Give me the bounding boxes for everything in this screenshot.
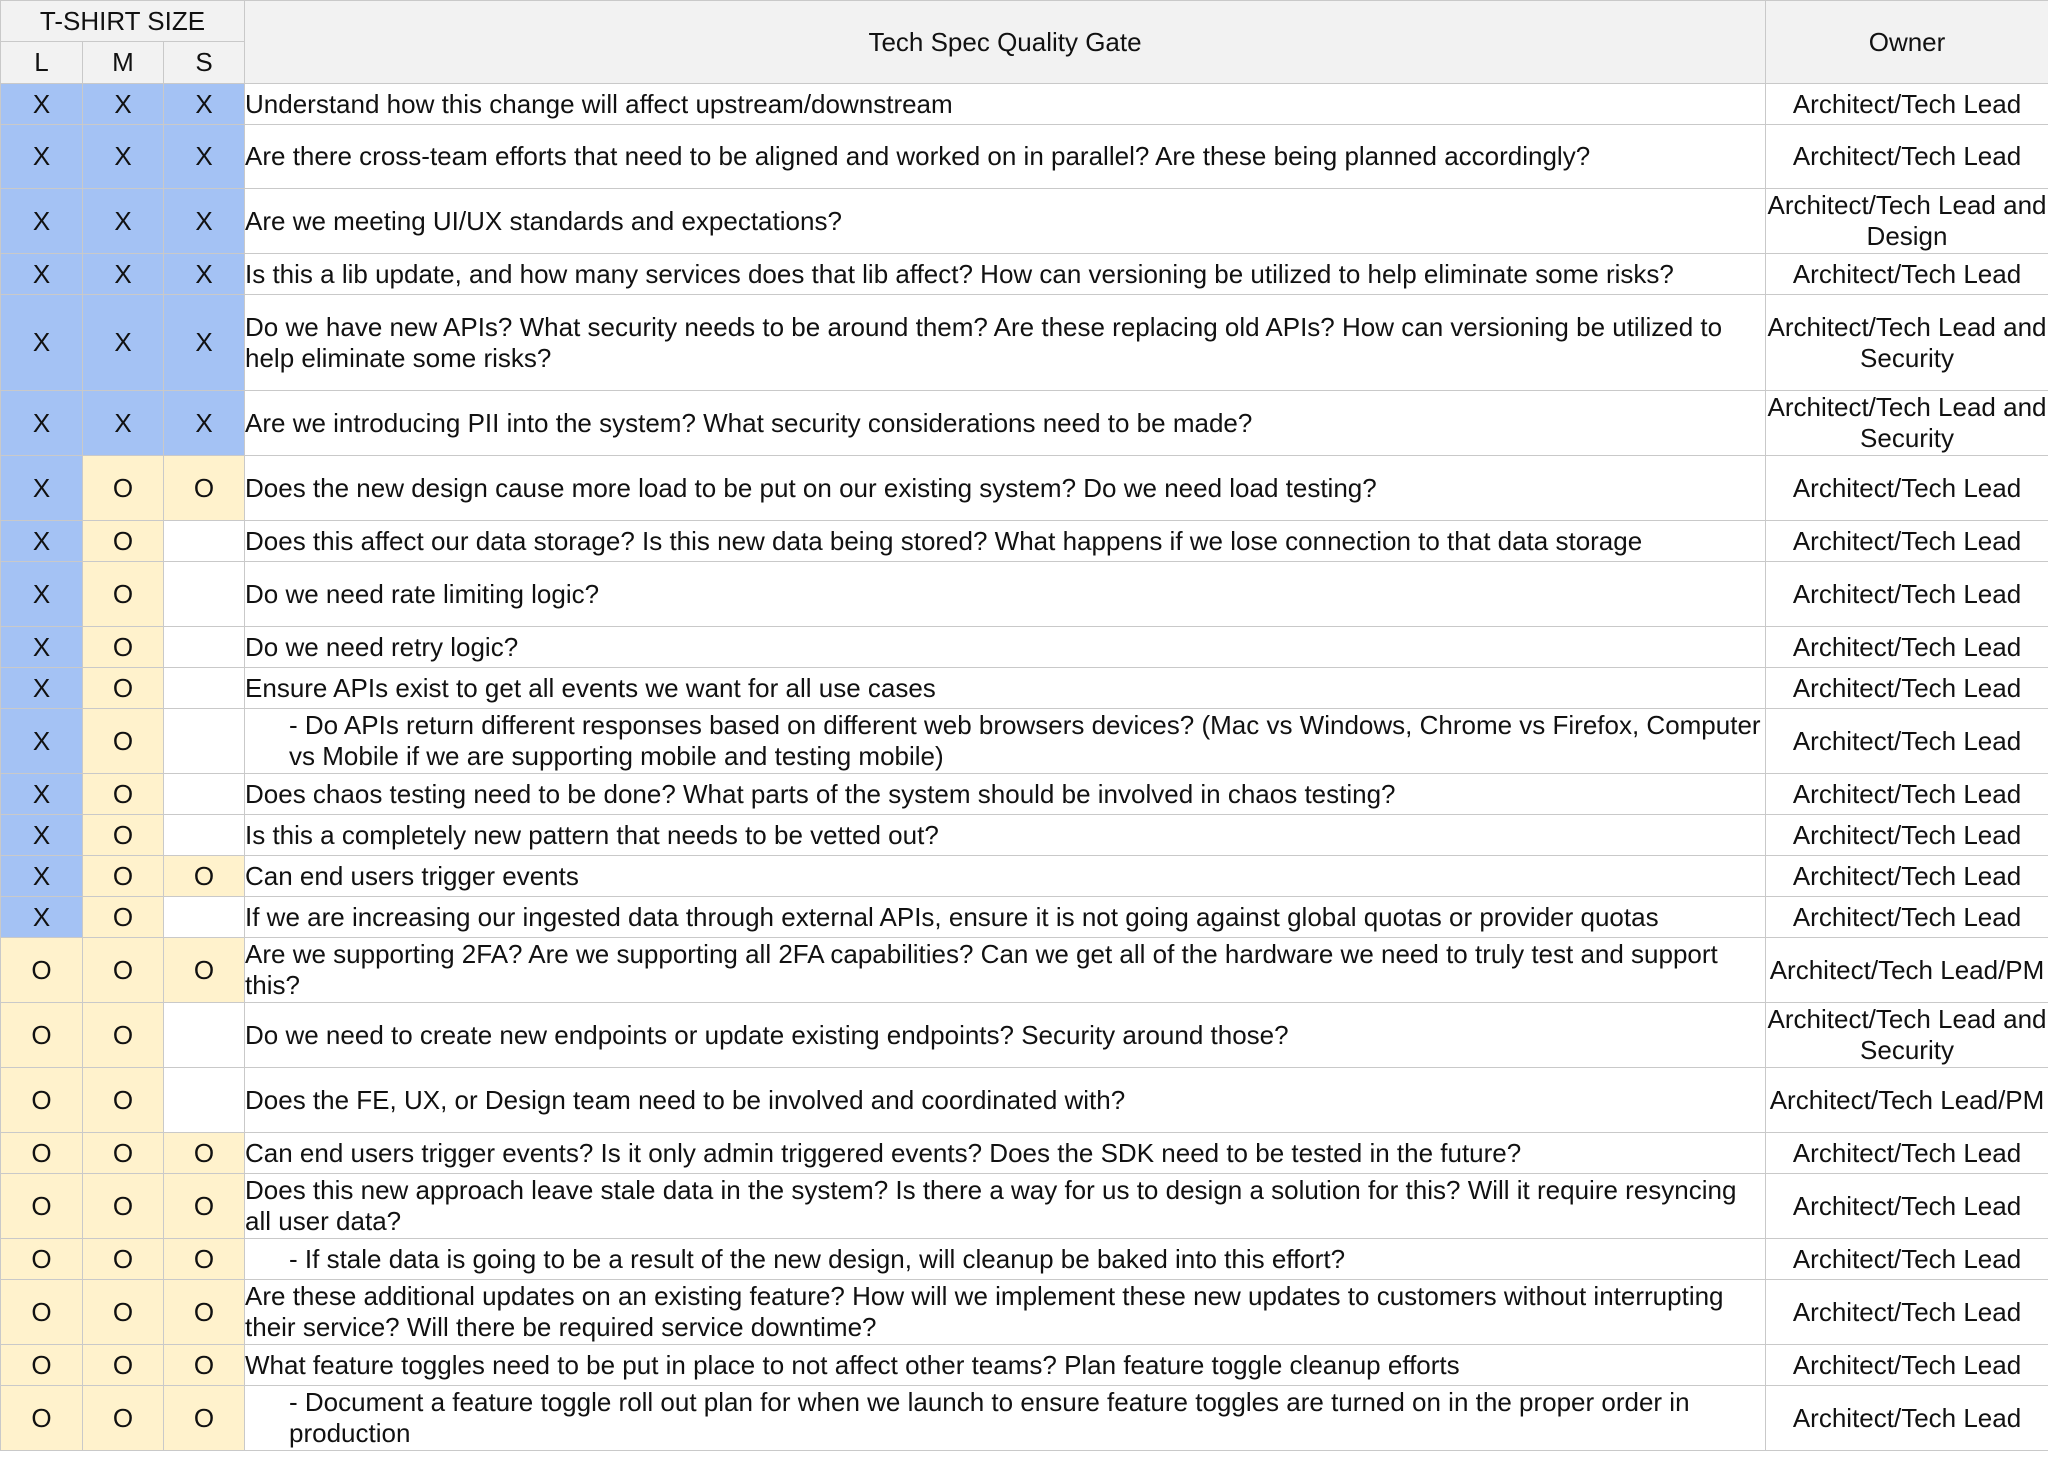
size-s-cell[interactable]: O <box>164 938 245 1003</box>
size-m-cell[interactable]: O <box>83 774 164 815</box>
gate-cell[interactable]: Are we meeting UI/UX standards and expectations? <box>245 189 1766 254</box>
gate-cell[interactable]: Does the FE, UX, or Design team need to be involved and coordinated with? <box>245 1068 1766 1133</box>
size-s-cell[interactable]: O <box>164 1174 245 1239</box>
gate-cell[interactable]: Does the new design cause more load to be put on our existing system? Do we need load testing? <box>245 456 1766 521</box>
size-l-header: L <box>1 42 83 84</box>
size-m-cell[interactable]: O <box>83 562 164 627</box>
owner-column-header: Owner <box>1766 1 2048 84</box>
table-row <box>1 1345 2048 1386</box>
gate-cell[interactable]: Are these additional updates on an existing feature? How will we implement these new updates to customers without interrupting their service? Will there be required service downtime? <box>245 1280 1766 1345</box>
size-l-cell[interactable]: X <box>1 562 83 627</box>
gate-cell[interactable]: Does chaos testing need to be done? What parts of the system should be involved in chaos testing? <box>245 774 1766 815</box>
table-row <box>1 189 2048 254</box>
size-m-cell[interactable]: O <box>83 1239 164 1280</box>
owner-cell[interactable]: Architect/Tech Lead and Security <box>1766 391 2048 456</box>
gate-cell[interactable]: Does this new approach leave stale data in the system? Is there a way for us to design a solution for this? Will it require resyncing all user data? <box>245 1174 1766 1239</box>
owner-cell[interactable]: Architect/Tech Lead <box>1766 1345 2048 1386</box>
gate-cell[interactable]: Is this a lib update, and how many services does that lib affect? How can versioning be utilized to help eliminate some risks? <box>245 254 1766 295</box>
table-row <box>1 774 2048 815</box>
gate-cell[interactable]: If we are increasing our ingested data through external APIs, ensure it is not going against global quotas or provider quotas <box>245 897 1766 938</box>
gate-cell[interactable]: What feature toggles need to be put in place to not affect other teams? Plan feature toggle cleanup efforts <box>245 1345 1766 1386</box>
size-m-cell[interactable]: O <box>83 1003 164 1068</box>
owner-cell[interactable]: Architect/Tech Lead <box>1766 1386 2048 1451</box>
gate-cell[interactable]: Understand how this change will affect upstream/downstream <box>245 84 1766 125</box>
table-row <box>1 938 2048 1003</box>
owner-cell[interactable]: Architect/Tech Lead/PM <box>1766 1068 2048 1133</box>
table-row <box>1 125 2048 189</box>
owner-cell[interactable]: Architect/Tech Lead <box>1766 254 2048 295</box>
gate-rows <box>1 84 2048 1451</box>
size-s-cell[interactable] <box>164 627 245 668</box>
owner-cell[interactable]: Architect/Tech Lead <box>1766 1239 2048 1280</box>
size-l-cell[interactable]: X <box>1 521 83 562</box>
size-l-cell[interactable]: X <box>1 897 83 938</box>
gate-cell[interactable]: Do we need retry logic? <box>245 627 1766 668</box>
owner-cell[interactable]: Architect/Tech Lead <box>1766 125 2048 189</box>
size-s-cell[interactable]: O <box>164 1345 245 1386</box>
owner-cell[interactable]: Architect/Tech Lead <box>1766 84 2048 125</box>
size-m-cell[interactable]: X <box>83 189 164 254</box>
table-row <box>1 521 2048 562</box>
size-m-cell[interactable]: O <box>83 1174 164 1239</box>
size-m-cell[interactable]: O <box>83 815 164 856</box>
size-m-cell[interactable]: O <box>83 938 164 1003</box>
size-l-cell[interactable]: O <box>1 938 83 1003</box>
size-l-cell[interactable]: O <box>1 1280 83 1345</box>
size-m-cell[interactable]: O <box>83 1345 164 1386</box>
size-l-cell[interactable]: O <box>1 1174 83 1239</box>
owner-cell[interactable]: Architect/Tech Lead <box>1766 897 2048 938</box>
table-row <box>1 456 2048 521</box>
size-l-cell[interactable]: O <box>1 1345 83 1386</box>
table-row <box>1 84 2048 125</box>
size-m-cell[interactable]: O <box>83 856 164 897</box>
owner-cell[interactable]: Architect/Tech Lead <box>1766 521 2048 562</box>
owner-cell[interactable]: Architect/Tech Lead <box>1766 815 2048 856</box>
gate-column-header: Tech Spec Quality Gate <box>245 1 1766 84</box>
table-row <box>1 391 2048 456</box>
table-row <box>1 815 2048 856</box>
size-s-cell[interactable]: O <box>164 1133 245 1174</box>
table-row <box>1 1280 2048 1345</box>
size-m-cell[interactable]: X <box>83 125 164 189</box>
size-l-cell[interactable]: X <box>1 84 83 125</box>
tshirt-size-header: T-SHIRT SIZE <box>1 1 245 42</box>
size-s-cell[interactable]: X <box>164 125 245 189</box>
size-s-cell[interactable]: O <box>164 1386 245 1451</box>
size-m-cell[interactable]: O <box>83 521 164 562</box>
size-s-cell[interactable] <box>164 774 245 815</box>
gate-cell[interactable]: Can end users trigger events <box>245 856 1766 897</box>
size-s-cell[interactable]: X <box>164 84 245 125</box>
size-l-cell[interactable]: O <box>1 1003 83 1068</box>
gate-cell[interactable]: Do we have new APIs? What security needs to be around them? Are these replacing old APIs? How can versioning be utilized to help eliminate some risks? <box>245 295 1766 391</box>
size-s-cell[interactable] <box>164 1003 245 1068</box>
size-s-cell[interactable]: X <box>164 254 245 295</box>
size-m-cell[interactable]: O <box>83 1068 164 1133</box>
gate-cell[interactable]: Can end users trigger events? Is it only admin triggered events? Does the SDK need to be tested in the future? <box>245 1133 1766 1174</box>
size-l-cell[interactable]: X <box>1 391 83 456</box>
owner-cell[interactable]: Architect/Tech Lead <box>1766 456 2048 521</box>
table-row <box>1 1068 2048 1133</box>
size-m-cell[interactable]: O <box>83 709 164 774</box>
table-row <box>1 709 2048 774</box>
size-l-cell[interactable]: O <box>1 1239 83 1280</box>
size-l-cell[interactable]: X <box>1 856 83 897</box>
size-s-cell[interactable]: X <box>164 295 245 391</box>
size-s-cell[interactable]: X <box>164 391 245 456</box>
gate-cell[interactable]: - Document a feature toggle roll out plan for when we launch to ensure feature toggles are turned on in the proper order in production <box>245 1386 1766 1451</box>
owner-cell[interactable]: Architect/Tech Lead <box>1766 627 2048 668</box>
owner-cell[interactable]: Architect/Tech Lead and Security <box>1766 1003 2048 1068</box>
size-l-cell[interactable]: X <box>1 709 83 774</box>
owner-cell[interactable]: Architect/Tech Lead <box>1766 774 2048 815</box>
owner-cell[interactable]: Architect/Tech Lead and Security <box>1766 295 2048 391</box>
gate-cell[interactable]: Are we introducing PII into the system? What security considerations need to be made? <box>245 391 1766 456</box>
size-m-cell[interactable]: O <box>83 456 164 521</box>
size-m-cell[interactable]: O <box>83 1280 164 1345</box>
size-l-cell[interactable]: X <box>1 189 83 254</box>
size-l-cell[interactable]: X <box>1 774 83 815</box>
size-s-cell[interactable] <box>164 815 245 856</box>
size-l-cell[interactable]: X <box>1 668 83 709</box>
size-l-cell[interactable]: O <box>1 1068 83 1133</box>
owner-cell[interactable]: Architect/Tech Lead <box>1766 1133 2048 1174</box>
size-s-cell[interactable]: O <box>164 1280 245 1345</box>
size-m-header: M <box>83 42 164 84</box>
size-m-cell[interactable]: O <box>83 1133 164 1174</box>
size-m-cell[interactable]: O <box>83 668 164 709</box>
size-m-cell[interactable]: O <box>83 897 164 938</box>
size-s-cell[interactable]: O <box>164 456 245 521</box>
size-s-cell[interactable] <box>164 1068 245 1133</box>
size-s-header: S <box>164 42 245 84</box>
owner-cell[interactable]: Architect/Tech Lead and Design <box>1766 189 2048 254</box>
size-s-cell[interactable] <box>164 562 245 627</box>
owner-cell[interactable]: Architect/Tech Lead <box>1766 668 2048 709</box>
gate-cell[interactable]: Does this affect our data storage? Is this new data being stored? What happens if we lose connection to that data storage <box>245 521 1766 562</box>
size-s-cell[interactable] <box>164 897 245 938</box>
size-m-cell[interactable]: O <box>83 627 164 668</box>
table-row <box>1 627 2048 668</box>
size-l-cell[interactable]: O <box>1 1386 83 1451</box>
gate-cell[interactable]: Ensure APIs exist to get all events we want for all use cases <box>245 668 1766 709</box>
gate-cell[interactable]: Is this a completely new pattern that needs to be vetted out? <box>245 815 1766 856</box>
table-row <box>1 1386 2048 1451</box>
table-row <box>1 562 2048 627</box>
gate-cell[interactable]: Are we supporting 2FA? Are we supporting all 2FA capabilities? Can we get all of the hardware we need to truly test and support this? <box>245 938 1766 1003</box>
size-l-cell[interactable]: X <box>1 254 83 295</box>
owner-cell[interactable]: Architect/Tech Lead <box>1766 1280 2048 1345</box>
table-row <box>1 668 2048 709</box>
owner-cell[interactable]: Architect/Tech Lead <box>1766 709 2048 774</box>
size-l-cell[interactable]: X <box>1 125 83 189</box>
gate-cell[interactable]: Do we need to create new endpoints or update existing endpoints? Security around those? <box>245 1003 1766 1068</box>
size-m-cell[interactable]: X <box>83 391 164 456</box>
size-l-cell[interactable]: X <box>1 815 83 856</box>
size-m-cell[interactable]: X <box>83 295 164 391</box>
table-row <box>1 254 2048 295</box>
size-s-cell[interactable] <box>164 521 245 562</box>
gate-cell[interactable]: Are there cross-team efforts that need to be aligned and worked on in parallel? Are these being planned accordingly? <box>245 125 1766 189</box>
size-s-cell[interactable]: O <box>164 856 245 897</box>
table-row <box>1 897 2048 938</box>
owner-cell[interactable]: Architect/Tech Lead/PM <box>1766 938 2048 1003</box>
owner-cell[interactable]: Architect/Tech Lead <box>1766 856 2048 897</box>
size-s-cell[interactable]: X <box>164 189 245 254</box>
size-l-cell[interactable]: X <box>1 627 83 668</box>
gate-cell[interactable]: - If stale data is going to be a result of the new design, will cleanup be baked into this effort? <box>245 1239 1766 1280</box>
size-s-cell[interactable] <box>164 709 245 774</box>
size-m-cell[interactable]: X <box>83 254 164 295</box>
owner-cell[interactable]: Architect/Tech Lead <box>1766 1174 2048 1239</box>
table-row <box>1 295 2048 391</box>
table-row <box>1 1239 2048 1280</box>
table-row <box>1 1174 2048 1239</box>
size-s-cell[interactable] <box>164 668 245 709</box>
owner-cell[interactable]: Architect/Tech Lead <box>1766 562 2048 627</box>
table-row <box>1 1003 2048 1068</box>
size-m-cell[interactable]: X <box>83 84 164 125</box>
size-s-cell[interactable]: O <box>164 1239 245 1280</box>
table-row <box>1 1133 2048 1174</box>
table-row <box>1 856 2048 897</box>
header-row-group <box>1 1 2048 42</box>
gate-cell[interactable]: Do we need rate limiting logic? <box>245 562 1766 627</box>
size-m-cell[interactable]: O <box>83 1386 164 1451</box>
size-l-cell[interactable]: X <box>1 295 83 391</box>
size-l-cell[interactable]: X <box>1 456 83 521</box>
gate-cell[interactable]: - Do APIs return different responses based on different web browsers devices? (Mac vs Windows, Chrome vs Firefox, Computer vs Mobile if we are supporting mobile and testing mobile) <box>245 709 1766 774</box>
size-l-cell[interactable]: O <box>1 1133 83 1174</box>
